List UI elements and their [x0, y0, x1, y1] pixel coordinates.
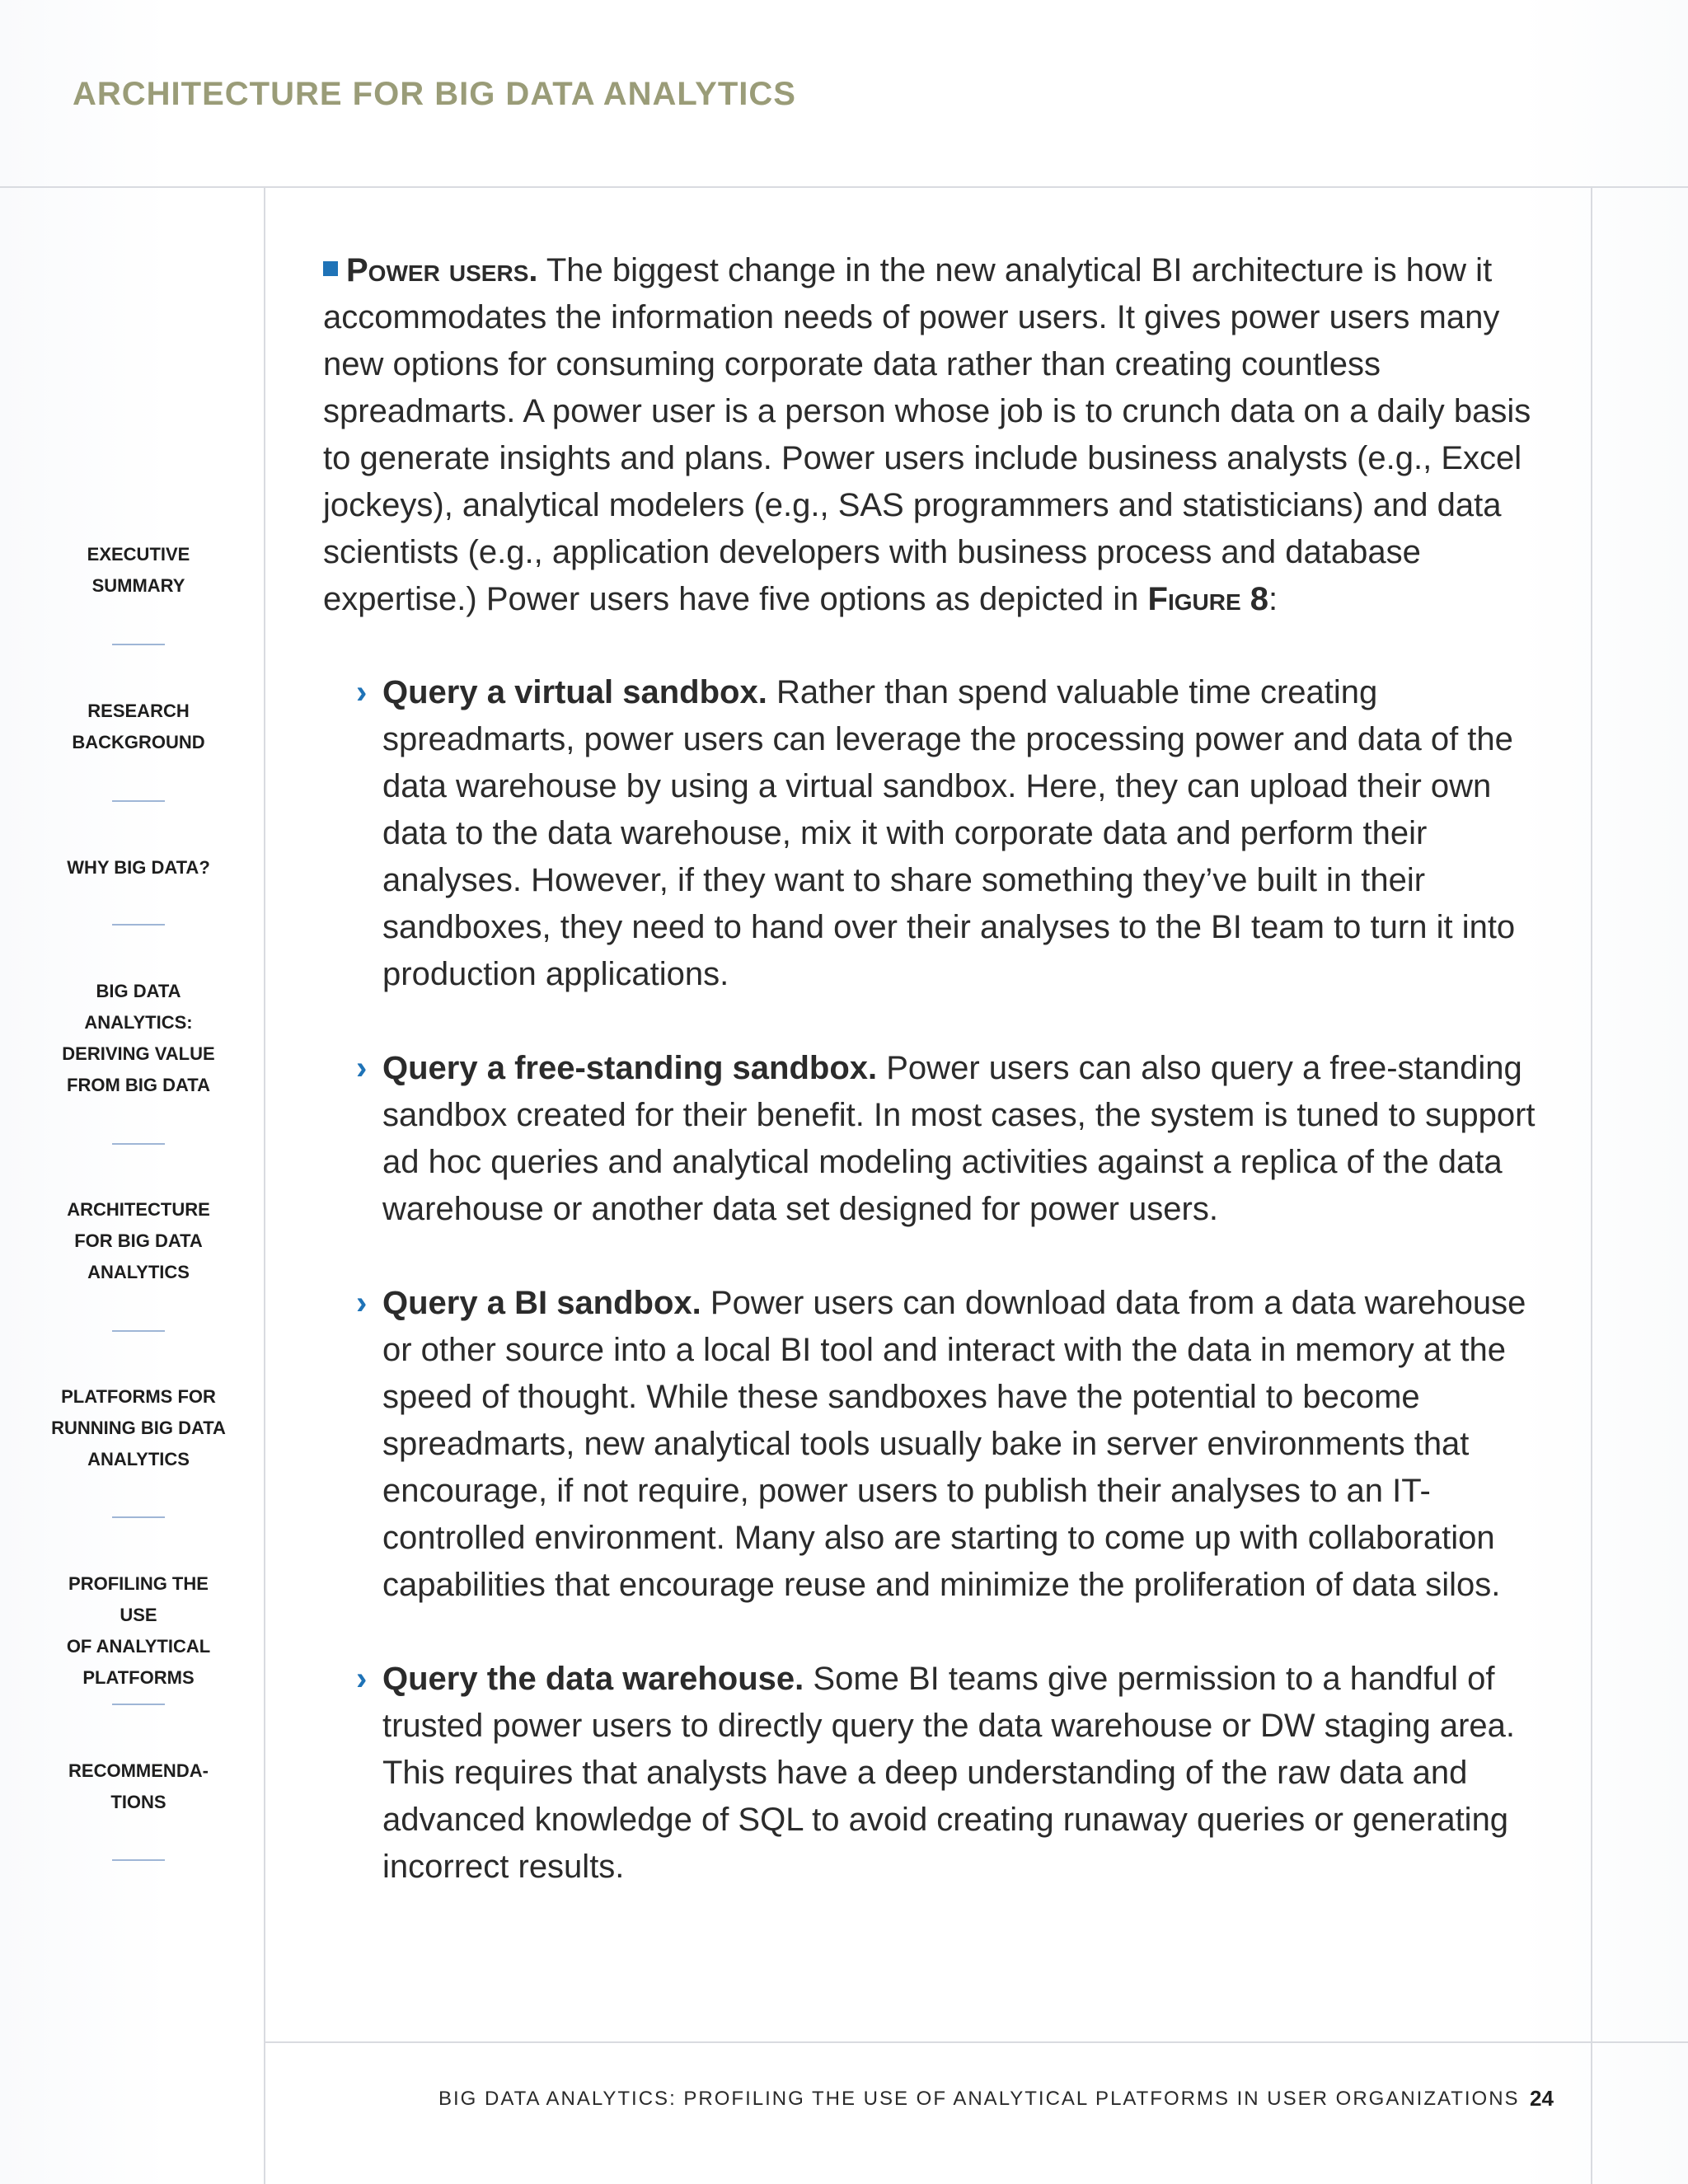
figure-reference: Figure 8 [1147, 581, 1268, 617]
page-number: 24 [1530, 2086, 1554, 2111]
footer-divider [264, 2041, 1688, 2043]
intro-text: The biggest change in the new analytical BI architecture is how it accommodates the information needs of power users. It gives power users many new options for consuming corporate data rather than creating countless spreadmarts. A power user is a person whose job is to crunch data on a daily basis to generate insights and plans. Power users include business analysts (e.g., Excel jockeys), analytical modelers (e.g., SAS programmers and statisticians) and data scientists (e.g., application developers with business process and database expertise.) Power users have five options as depicted in [323, 252, 1531, 617]
sidebar-item-label: RESEARCH BACKGROUND [72, 701, 205, 752]
intro-trailing: : [1268, 581, 1278, 617]
square-bullet-icon [323, 261, 338, 276]
option-title: Query a free-standing sandbox. [382, 1050, 878, 1086]
main-content [323, 247, 1543, 1938]
chevron-right-icon: › [356, 1285, 368, 1321]
sidebar-item-executive-summary[interactable] [49, 539, 227, 602]
option-text: Power users can download data from a data warehouse or other source into a local BI tool and interact with the data in memory at the speed of thought. While these sandboxes have the potential to become spreadmarts, new analytical tools usually bake in server environments that encourage, if not require, power users to publish their analyses to an IT-controlled environment. Many also are starting to come up with collaboration capabilities that encourage reuse and minimize the proliferation of data silos. [382, 1285, 1526, 1603]
header-divider [0, 186, 1688, 188]
option-text: Rather than spend valuable time creating spreadmarts, power users can leverage the processing power and data of the data warehouse by using a virtual sandbox. Here, they can upload their own data to the data warehouse, mix it with corporate data and perform their analyses. However, if they want to share something they’ve built in their sandboxes, they need to hand over their analyses to the BI team to turn it into production applications. [382, 674, 1516, 992]
footer-title: BIG DATA ANALYTICS: PROFILING THE USE OF ANALYTICAL PLATFORMS IN USER ORGANIZATIONS [438, 2088, 1520, 2110]
sidebar-separator [112, 644, 165, 645]
option-title: Query a BI sandbox. [382, 1285, 701, 1321]
sidebar-item-research-background[interactable] [49, 696, 227, 758]
sidebar-separator [112, 800, 165, 802]
sidebar-divider [264, 186, 265, 2184]
sidebar-item-label: PROFILING THE USE OF ANALYTICAL PLATFORMS [66, 1573, 211, 1688]
intro-heading: Power users. [346, 252, 538, 288]
sidebar-separator [112, 1859, 165, 1861]
option-text: Power users can also query a free-standing sandbox created for their benefit. In most cases, the system is tuned to support ad hoc queries and analytical modeling activities against a replica of the data warehouse or another data set designed for power users. [382, 1050, 1536, 1227]
sidebar-item-label: EXECUTIVE SUMMARY [87, 544, 190, 596]
sidebar-item-platforms[interactable] [49, 1381, 227, 1475]
sidebar-item-profiling[interactable] [49, 1568, 227, 1694]
chevron-right-icon: › [356, 674, 368, 710]
sidebar-separator [112, 1143, 165, 1145]
sidebar-item-label: ARCHITECTURE FOR BIG DATA ANALYTICS [67, 1199, 210, 1282]
sidebar-item-architecture[interactable] [49, 1194, 227, 1288]
sidebar-separator [112, 1704, 165, 1705]
sidebar-separator [112, 1516, 165, 1518]
list-item [323, 1280, 1543, 1609]
sidebar-separator [112, 1330, 165, 1332]
option-text: Some BI teams give permission to a handful of trusted power users to directly query the data warehouse or DW staging area. This requires that analysts have a deep understanding of the raw data and advanced knowledge of SQL to avoid creating runaway queries or generating incorrect results. [382, 1661, 1516, 1885]
chevron-right-icon: › [356, 1050, 368, 1086]
sidebar-item-recommendations[interactable] [49, 1755, 227, 1818]
sidebar-item-label: WHY BIG DATA? [67, 857, 210, 878]
right-margin-divider [1591, 186, 1592, 2184]
sidebar-item-label: RECOMMENDA- TIONS [68, 1760, 209, 1812]
list-item [323, 1656, 1543, 1891]
sidebar-item-label: BIG DATA ANALYTICS: DERIVING VALUE FROM BIG DATA [62, 981, 215, 1095]
sidebar-item-deriving-value[interactable] [49, 976, 227, 1101]
sidebar-item-label: PLATFORMS FOR RUNNING BIG DATA ANALYTICS [51, 1386, 226, 1469]
list-item [323, 1045, 1543, 1233]
sidebar-separator [112, 924, 165, 926]
chevron-right-icon: › [356, 1661, 368, 1697]
intro-paragraph [323, 247, 1543, 623]
option-title: Query a virtual sandbox. [382, 674, 767, 710]
list-item [323, 669, 1543, 998]
section-header-title: ARCHITECTURE FOR BIG DATA ANALYTICS [73, 76, 796, 112]
sidebar-item-why-big-data[interactable] [49, 852, 227, 883]
option-title: Query the data warehouse. [382, 1661, 804, 1697]
